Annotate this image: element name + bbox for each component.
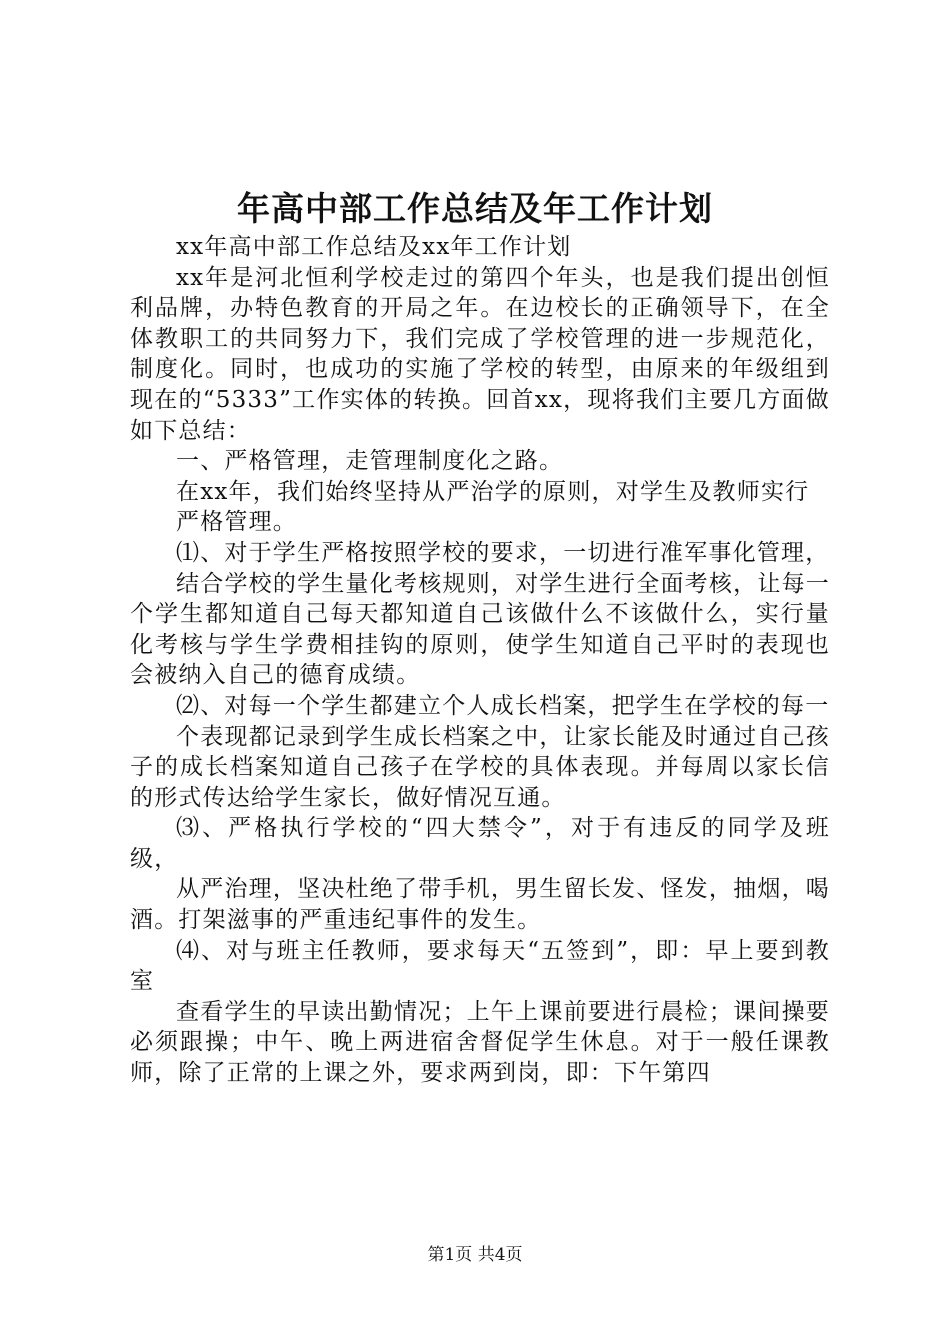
paragraph: 查看学生的早读出勤情况；上午上课前要进行晨检；课间操要必须跟操；中午、晚上两进宿舍督促学生休息。对于一般任课教师，除了正常的上课之外，要求两到岗，即：下午第四	[130, 998, 830, 1087]
paragraph: xx年是河北恒利学校走过的第四个年头，也是我们提出创恒利品牌，办特色教育的开局之年。在边校长的正确领导下，在全体教职工的共同努力下，我们完成了学校管理的进一步规范化，制度化。同时，也成功的实施了学校的转型，由原来的年级组到现在的“5333”工作实体的转换。回首xx，现将我们主要几方面做如下总结：	[130, 264, 830, 444]
paragraph: ⑶、严格执行学校的“四大禁令”，对于有违反的同学及班级，	[130, 815, 830, 872]
paragraph: 结合学校的学生量化考核规则，对学生进行全面考核，让每一个学生都知道自己每天都知道自己该做什么不该做什么，实行量化考核与学生学费相挂钩的原则，使学生知道自己平时的表现也会被纳入自己的德育成绩。	[130, 570, 830, 689]
document-body	[130, 232, 830, 1089]
paragraph: 从严治理，坚决杜绝了带手机，男生留长发、怪发，抽烟，喝酒。打架滋事的严重违纪事件的发生。	[130, 876, 830, 934]
document-title: 年高中部工作总结及年工作计划	[237, 189, 713, 228]
paragraph: 在xx年，我们始终坚持从严治学的原则，对学生及教师实行	[176, 478, 810, 505]
paragraph: ⑷、对与班主任教师，要求每天“五签到”，即：早上要到教室	[130, 937, 830, 995]
paragraph: 严格管理。	[176, 509, 297, 536]
paragraph: xx年高中部工作总结及xx年工作计划	[176, 234, 572, 260]
paragraph: 个表现都记录到学生成长档案之中，让家长能及时通过自己孩子的成长档案知道自己孩子在学校的具体表现。并每周以家长信的形式传达给学生家长，做好情况互通。	[130, 723, 830, 811]
page-footer: 第1页 共4页	[427, 1245, 523, 1265]
paragraph: ⑴、对于学生严格按照学校的要求，一切进行准军事化管理，	[176, 539, 830, 566]
paragraph: 一、严格管理，走管理制度化之路。	[176, 448, 564, 475]
paragraph: ⑵、对每一个学生都建立个人成长档案，把学生在学校的每一	[176, 692, 830, 719]
